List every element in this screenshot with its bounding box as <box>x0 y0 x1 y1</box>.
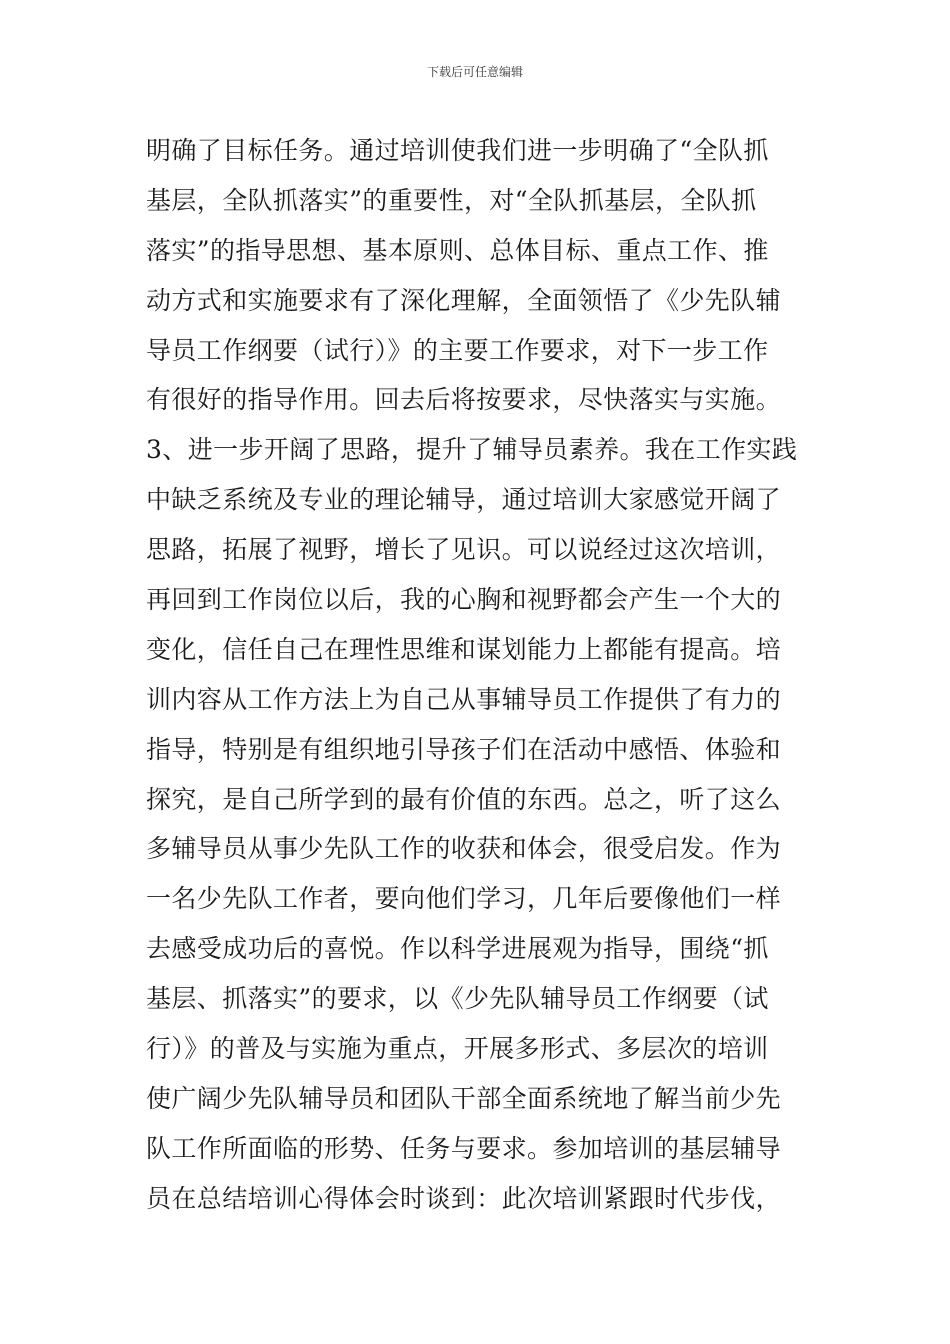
text-line: 使广阔少先队辅导员和团队干部全面系统地了解当前少先 <box>146 1083 782 1113</box>
page-header: 下载后可任意编辑 <box>426 65 523 79</box>
text-line: 思路，拓展了视野，增长了见识。可以说经过这次培训， <box>146 535 782 565</box>
text-line: 多辅导员从事少先队工作的收获和体会，很受启发。作为 <box>146 834 782 864</box>
text-line: 中缺乏系统及专业的理论辅导，通过培训大家感觉开阔了 <box>146 485 782 515</box>
text-line: 行）》的普及与实施为重点，开展多形式、多层次的培训 <box>146 1034 769 1064</box>
text-line: 训内容从工作方法上为自己从事辅导员工作提供了有力的 <box>146 684 782 714</box>
text-line: 变化，信任自己在理性思维和谋划能力上都能有提高。培 <box>146 634 782 664</box>
text-line: 3、进一步开阔了思路，提升了辅导员素养。我在工作实践 <box>146 435 798 465</box>
text-line: 有很好的指导作用。回去后将按要求，尽快落实与实施。 <box>146 385 782 415</box>
text-line: 再回到工作岗位以后，我的心胸和视野都会产生一个大的 <box>146 585 782 615</box>
text-line: 明确了目标任务。通过培训使我们进一步明确了“全队抓 <box>146 136 769 165</box>
text-line: 动方式和实施要求有了深化理解，全面领悟了《少先队辅 <box>146 285 782 315</box>
text-line: 导员工作纲要（试行）》的主要工作要求，对下一步工作 <box>146 335 769 365</box>
text-line: 基层、抓落实”的要求，以《少先队辅导员工作纲要（试 <box>146 984 769 1014</box>
text-line: 一名少先队工作者，要向他们学习，几年后要像他们一样 <box>146 884 782 914</box>
text-line: 基层，全队抓落实”的重要性，对“全队抓基层，全队抓 <box>146 185 757 215</box>
text-line: 落实”的指导思想、基本原则、总体目标、重点工作、推 <box>146 235 769 265</box>
text-line: 指导，特别是有组织地引导孩子们在活动中感悟、体验和 <box>146 734 782 764</box>
text-line: 员在总结培训心得体会时谈到：此次培训紧跟时代步伐， <box>146 1183 782 1213</box>
text-line: 去感受成功后的喜悦。作以科学进展观为指导，围绕“抓 <box>146 934 769 964</box>
text-line: 探究，是自己所学到的最有价值的东西。总之，听了这么 <box>146 784 782 814</box>
body-text <box>146 126 846 1224</box>
text-line: 队工作所面临的形势、任务与要求。参加培训的基层辅导 <box>146 1133 782 1163</box>
